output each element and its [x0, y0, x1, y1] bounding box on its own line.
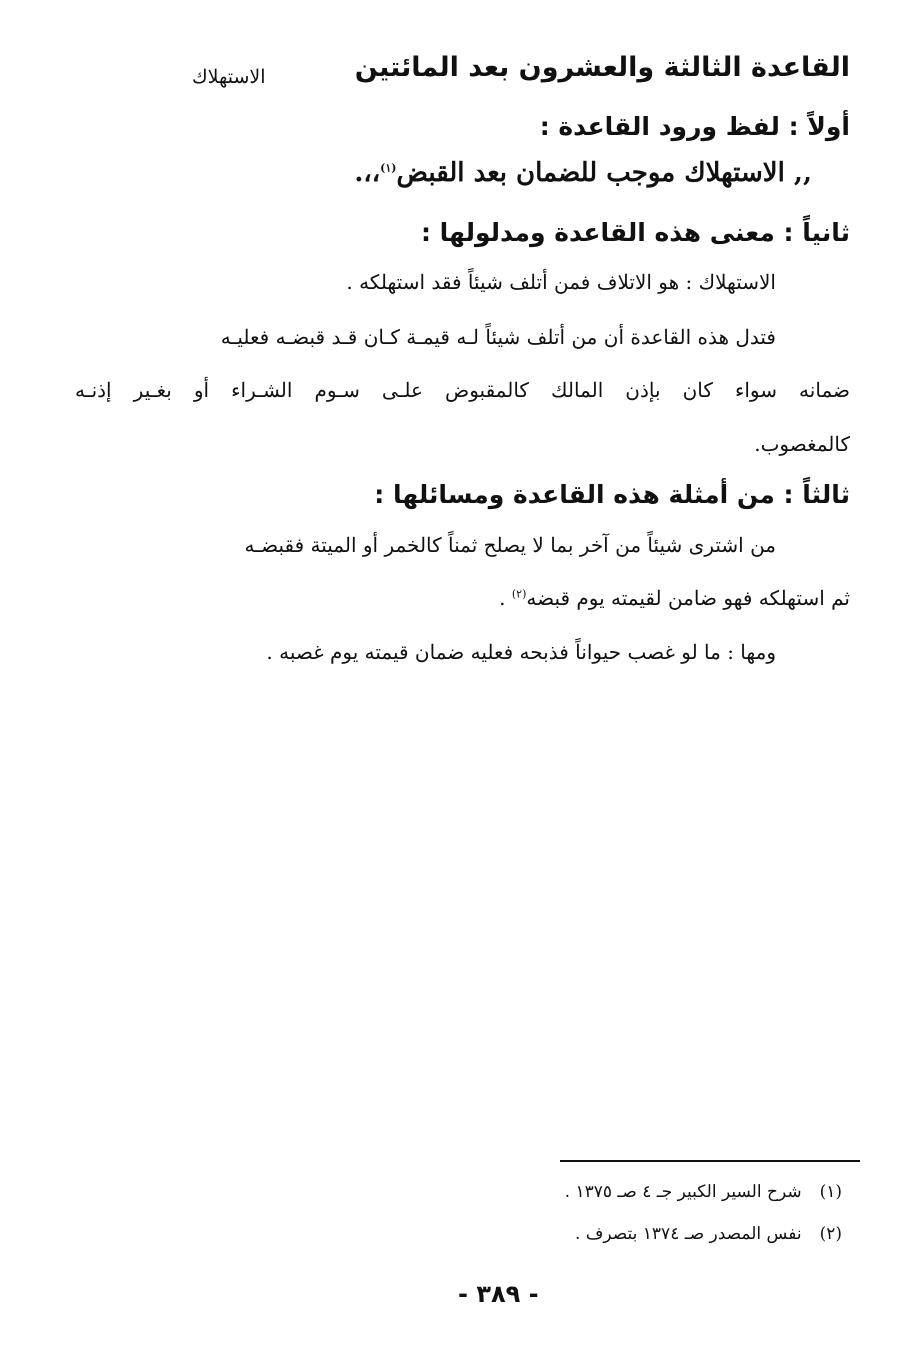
meaning-line-2: ضمانه سواء كان بإذن المالك كالمقبوض علـى سـوم الشـراء أو بغـير إذنـه	[75, 378, 850, 402]
section-2-heading: ثانياً : معنى هذه القاعدة ومدلولها :	[420, 218, 850, 247]
section-1-heading: أولاً : لفظ ورود القاعدة :	[539, 112, 850, 141]
page-number: - ٣٨٩ -	[458, 1280, 539, 1308]
footnote-ref-2: (٢)	[511, 587, 527, 601]
footnote-1-text: شرح السير الكبير جـ ٤ صـ ١٣٧٥ .	[564, 1182, 802, 1202]
footnote-2	[575, 1224, 842, 1244]
footnote-ref-1: (١)	[380, 161, 397, 175]
rule-quote-end: ،،.	[354, 158, 381, 188]
example-1-end: .	[499, 586, 512, 610]
footnote-divider	[560, 1160, 860, 1162]
footnote-1	[565, 1182, 842, 1202]
rule-title: القاعدة الثالثة والعشرون بعد المائتين	[354, 52, 850, 83]
definition-line: الاستهلاك : هو الاتلاف فمن أتلف شيئاً فقد استهلكه .	[346, 270, 776, 294]
example-2-line: ومها : ما لو غصب حيواناً فذبحه فعليه ضمان قيمته يوم غصبه .	[266, 640, 776, 664]
meaning-line-3: كالمغصوب.	[754, 432, 850, 456]
example-1-text: ثم استهلكه فهو ضامن لقيمته يوم قبضه	[526, 586, 850, 610]
running-head: الاستهلاك	[192, 66, 266, 88]
footnote-2-text: نفس المصدر صـ ١٣٧٤ بتصرف .	[574, 1224, 802, 1244]
footnote-1-number: (١)	[819, 1182, 842, 1202]
rule-quote-text: ,, الاستهلاك موجب للضمان بعد القبض	[396, 158, 812, 188]
example-1-line-1: من اشترى شيئاً من آخر بما لا يصلح ثمناً كالخمر أو الميتة فقبضـه	[244, 533, 776, 557]
example-1-line-2	[499, 586, 850, 610]
section-3-heading: ثالثاً : من أمثلة هذه القاعدة ومسائلها :	[374, 480, 850, 509]
rule-quote	[354, 158, 812, 189]
meaning-line-1: فتدل هذه القاعدة أن من أتلف شيئاً لـه قيمـة كـان قـد قبضـه فعليـه	[220, 325, 776, 349]
footnote-2-number: (٢)	[819, 1224, 842, 1244]
